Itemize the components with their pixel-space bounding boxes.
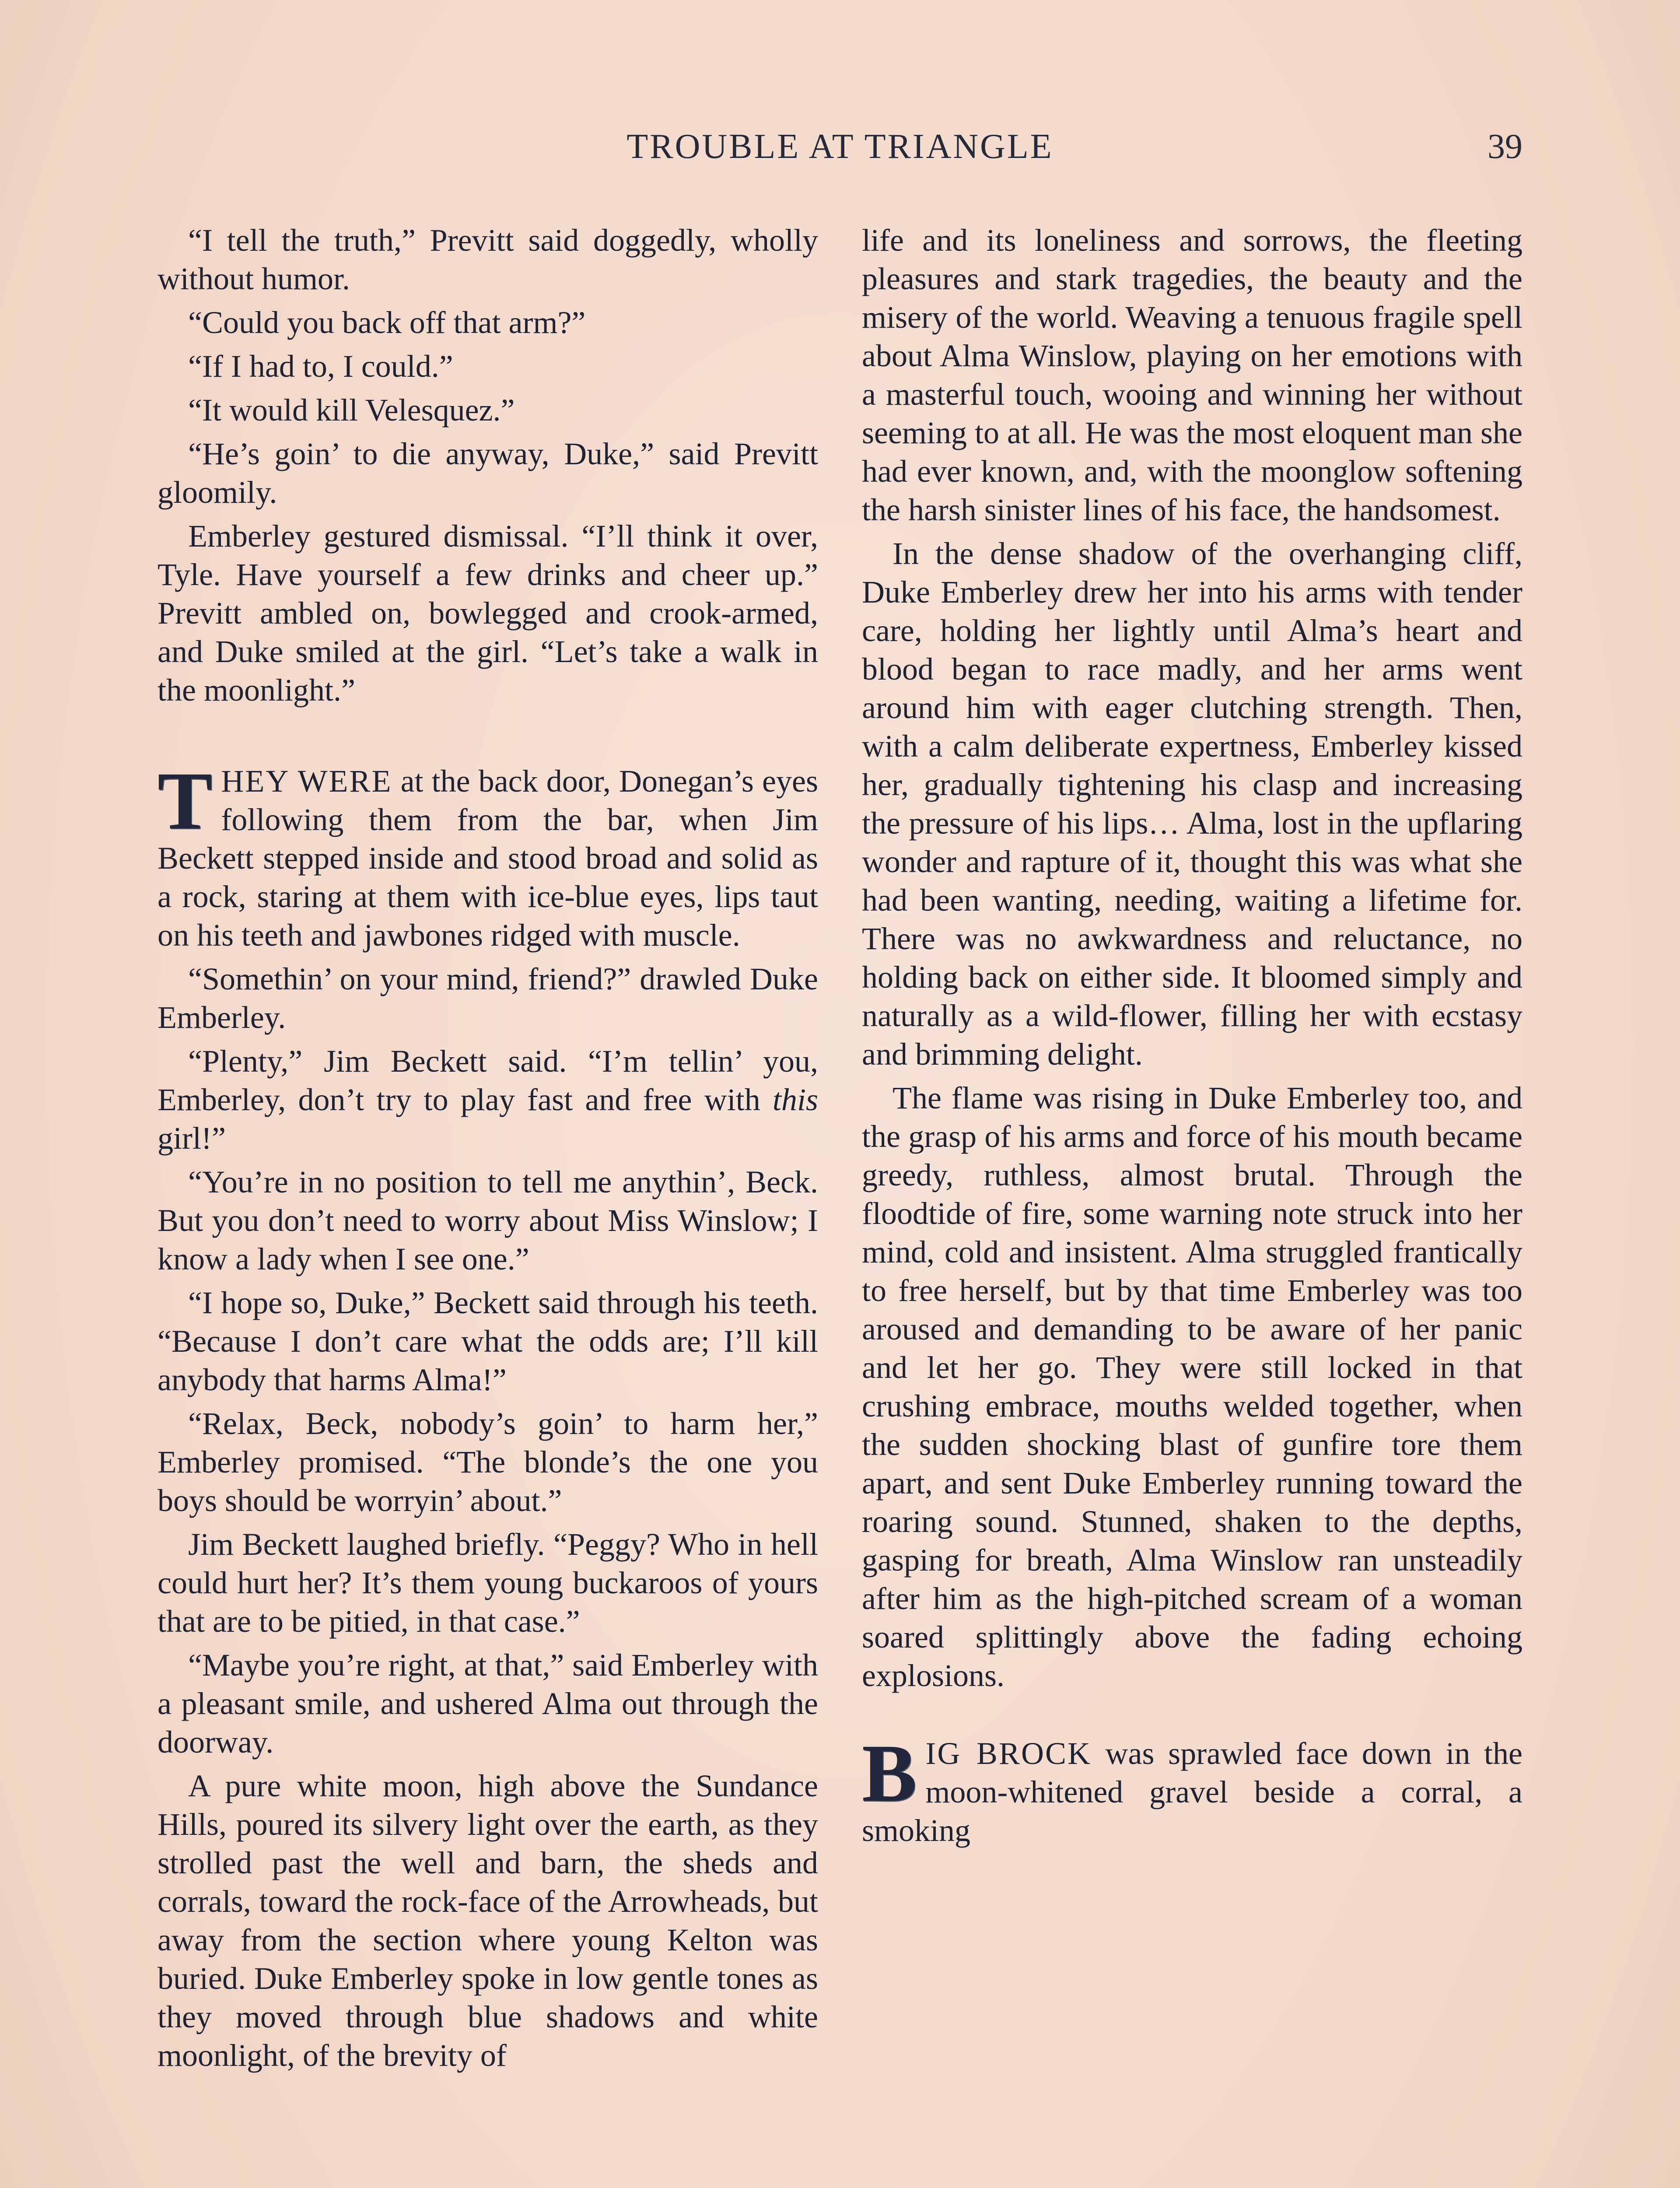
paragraph: “Somethin’ on your mind, friend?” drawled Duke Emberley. [158, 961, 818, 1035]
paragraph-text: at the back door, Donegan’s eyes following them from the bar, when Jim Beckett stepped inside and stood broad and solid as a rock, staring at them with ice-blue eyes, lips taut on his teeth and jawbones ridged with muscle. [158, 764, 818, 953]
paragraph: Emberley gestured dismissal. “I’ll think it over, Tyle. Have yourself a few drinks and cheer up.” Previtt ambled on, bowlegged and crook-armed, and Duke smiled at the girl. “Let’s take a walk in the moonlight.” [158, 519, 818, 708]
running-title: TROUBLE AT TRIANGLE [626, 127, 1054, 166]
paragraph: The flame was rising in Duke Emberley too, and the grasp of his arms and force of his mouth became greedy, ruthless, almost brutal. Through the floodtide of fire, some warning note struck into her mind, cold and insistent. Alma struggled frantically to free herself, but by that time Emberley was too aroused and demanding to be aware of her panic and let her go. They were still locked in that crushing embrace, mouths welded together, when the sudden shocking blast of gunfire tore them apart, and sent Duke Emberley running toward the roaring sound. Stunned, shaken to the depths, gasping for breath, Alma Winslow ran unsteadily after him as the high-pitched scream of a woman soared splittingly above the fading echoing explosions. [862, 1080, 1522, 1693]
paragraph-text: girl!” [158, 1121, 226, 1156]
paragraph [158, 1042, 818, 1157]
paragraph: “You’re in no position to tell me anythin’, Beck. But you don’t need to worry about Miss Winslow; I know a lady when I see one.” [158, 1164, 818, 1276]
paragraph: “I hope so, Duke,” Beckett said through his teeth. “Because I don’t care what the odds are; I’ll kill anybody that harms Alma!” [158, 1285, 818, 1397]
paragraph: “It would kill Velesquez.” [188, 393, 515, 428]
paragraph: “If I had to, I could.” [188, 349, 453, 384]
right-column [862, 221, 1522, 1855]
page-header [158, 127, 1522, 175]
paragraph: “Could you back off that arm?” [188, 305, 586, 340]
section-start-paragraph [158, 755, 818, 954]
paragraph: In the dense shadow of the overhanging cliff, Duke Emberley drew her into his arms with tender care, holding her lightly until Alma’s heart and blood began to race madly, and her arms went around him with eager clutching strength. Then, with a calm deliberate expertness, Emberley kissed her, gradually tightening his clasp and increasing the pressure of his lips… Alma, lost in the upflaring wonder and rapture of it, thought this was what she had been wanting, needing, waiting a lifetime for. There was no awkwardness and reluctance, no holding back on either side. It bloomed simply and naturally as a wild-flower, filling her with ecstasy and brimming delight. [862, 536, 1522, 1072]
paragraph: Jim Beckett laughed briefly. “Peggy? Who in hell could hurt her? It’s them young buckaroos of yours that are to be pitied, in that case.” [158, 1527, 818, 1639]
paragraph: “Maybe you’re right, at that,” said Emberley with a pleasant smile, and ushered Alma out through the doorway. [158, 1648, 818, 1760]
paragraph: A pure white moon, high above the Sundance Hills, poured its silvery light over the earth, as they strolled past the well and barn, the sheds and corrals, toward the rock-face of the Arrowheads, but away from the section where young Kelton was buried. Duke Emberley spoke in low gentle tones as they moved through blue shadows and white moonlight, of the brevity of [158, 1768, 818, 2073]
drop-cap: T [158, 755, 213, 846]
page-number: 39 [1488, 127, 1522, 166]
paragraph: “He’s goin’ to die anyway, Duke,” said Previtt gloomily. [158, 436, 818, 510]
lead-in-caps: HEY WERE [221, 764, 392, 799]
paragraph-text: was sprawled face down in the moon-whitened gravel beside a corral, a smoking [862, 1736, 1522, 1848]
continued-paragraph: life and its loneliness and sorrows, the fleeting pleasures and stark tragedies, the beauty and the misery of the world. Weaving a tenuous fragile spell about Alma Winslow, playing on her emotions with a masterful touch, wooing and winning her without seeming to at all. He was the most eloquent man she had ever known, and, with the moonglow softening the harsh sinister lines of his face, the handsomest. [862, 223, 1522, 527]
paragraph: “Relax, Beck, nobody’s goin’ to harm her,” Emberley promised. “The blonde’s the one you boys should be worryin’ about.” [158, 1406, 818, 1518]
drop-cap: B [862, 1727, 917, 1819]
paragraph-text: “Plenty,” Jim Beckett said. “I’m tellin’ you, Emberley, don’t try to play fast and free with [158, 1044, 818, 1117]
left-column [158, 221, 818, 2080]
paragraph: “I tell the truth,” Previtt said doggedly, wholly without humor. [158, 223, 818, 296]
section-start-paragraph [862, 1727, 1522, 1850]
lead-in-caps: IG BROCK [925, 1736, 1092, 1771]
emphasis: this [772, 1082, 818, 1117]
